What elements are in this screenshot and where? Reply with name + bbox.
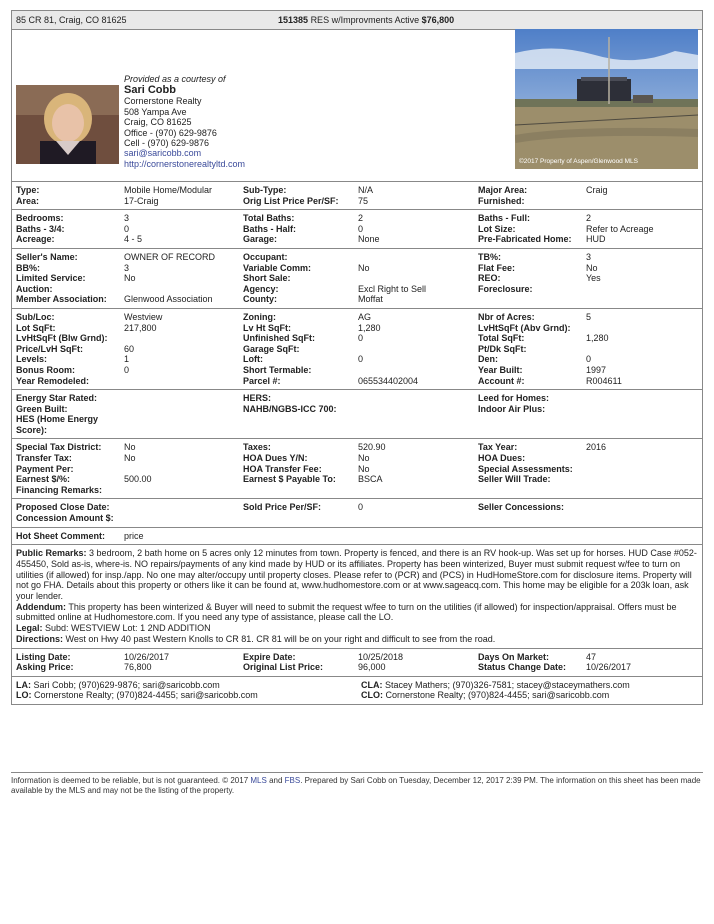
field-label: Area: [16, 195, 40, 206]
detail-section-8 [11, 528, 703, 546]
field-label: Occupant: [243, 251, 288, 262]
field-value: No [586, 262, 598, 273]
field-value: N/A [358, 185, 374, 195]
field-label: Auction: [16, 283, 53, 294]
field-label [243, 513, 358, 524]
field-value [586, 344, 700, 355]
field-value [586, 464, 700, 475]
field-value [358, 252, 478, 263]
field-value: Yes [586, 273, 601, 284]
field-value: 0 [358, 354, 364, 365]
field-value: 0 [124, 223, 130, 234]
agent-cell-phone: Cell - (970) 629-9876 [124, 138, 210, 149]
remarks-section [11, 545, 703, 648]
agent-company: Cornerstone Realty [124, 96, 202, 107]
field-value [358, 485, 478, 496]
courtesy-line: Provided as a courtesy of [124, 74, 226, 84]
field-label: Nbr of Acres: [478, 311, 535, 322]
field-label: REO: [478, 273, 501, 284]
field-label: Year Built: [478, 364, 523, 375]
mls-link[interactable]: MLS [250, 776, 267, 785]
field-label: Flat Fee: [478, 262, 516, 273]
listing-status: Active [394, 14, 420, 25]
field-label: Major Area: [478, 185, 528, 195]
field-label [243, 485, 358, 496]
field-label: Earnest $ Payable To: [243, 474, 336, 485]
field-value: Mobile Home/Modular [124, 185, 213, 195]
field-value: 1,280 [358, 322, 381, 333]
field-label: Garage: [243, 234, 278, 245]
field-label: County: [243, 294, 277, 305]
field-label: Sub/Loc: [16, 311, 55, 322]
legal: Legal: Subd: WESTVIEW Lot: 1 2ND ADDITION [16, 623, 211, 634]
field-label: Bonus Room: [16, 364, 75, 375]
field-value: Refer to Acreage [586, 223, 654, 234]
contact-row [16, 680, 698, 691]
field-label: Original List Price: [243, 662, 324, 673]
field-value: 60 [124, 343, 135, 354]
field-label [478, 294, 586, 305]
field-value: 1,280 [586, 333, 609, 344]
field-label: Tax Year: [478, 442, 518, 453]
field-value: BSCA [358, 474, 383, 485]
field-value: 3 [124, 213, 130, 224]
detail-section-7 [11, 499, 703, 527]
field-label: Furnished: [478, 195, 525, 206]
field-label: Asking Price: [16, 662, 74, 673]
field-value: AG [358, 311, 372, 322]
field-label: Proposed Close Date: [16, 502, 110, 513]
field-value [358, 425, 478, 436]
property-address: 85 CR 81, Craig, CO 81625 [16, 14, 127, 25]
contact-cell: LA: Sari Cobb; (970)629-9876; sari@saricobb.com [16, 679, 220, 690]
field-label: Baths - 3/4: [16, 223, 65, 234]
field-value: price [124, 530, 144, 541]
field-value [586, 531, 700, 542]
field-value [124, 393, 243, 404]
field-label: Short Termable: [243, 364, 312, 375]
field-value [586, 196, 700, 207]
field-value [586, 284, 700, 295]
field-value: No [358, 453, 370, 464]
field-value: 47 [586, 651, 597, 662]
field-label: NAHB/NGBS-ICC 700: [243, 403, 337, 414]
agent-city: Craig, CO 81625 [124, 117, 192, 128]
field-label: Loft: [243, 354, 263, 365]
field-value [586, 323, 700, 334]
field-label: Garage SqFt: [243, 343, 300, 354]
field-value: No [124, 273, 136, 284]
detail-section-2 [11, 210, 703, 249]
listing-summary [278, 15, 454, 26]
field-label: Seller's Name: [16, 251, 78, 262]
field-value [358, 404, 478, 415]
agent-office-phone: Office - (970) 629-9876 [124, 127, 217, 138]
field-value: OWNER OF RECORD [124, 251, 215, 262]
field-label: Energy Star Rated: [16, 393, 98, 404]
field-label: Seller Concessions: [478, 502, 565, 513]
field-value: Glenwood Association [124, 294, 213, 305]
field-label: Indoor Air Plus: [478, 403, 546, 414]
agent-portrait-image [16, 85, 119, 164]
field-label: Lot SqFt: [16, 322, 56, 333]
field-value: 3 [124, 262, 130, 273]
field-value [124, 414, 243, 425]
field-value: Craig [586, 185, 608, 195]
field-value: 10/26/2017 [586, 662, 632, 673]
contacts-section [11, 677, 703, 705]
field-value: Excl Right to Sell [358, 283, 427, 294]
field-label: Sold Price Per/SF: [243, 502, 322, 513]
field-value: 500.00 [124, 474, 152, 485]
listing-sheet [11, 10, 703, 705]
field-label: Year Remodeled: [16, 375, 90, 386]
field-value [124, 333, 243, 344]
field-label: Leed for Homes: [478, 393, 550, 404]
detail-section-6 [11, 439, 703, 499]
agent-website-link[interactable]: http://cornerstonerealtyltd.com [124, 158, 246, 169]
field-label: Pre-Fabricated Home: [478, 234, 572, 245]
detail-section-4 [11, 309, 703, 390]
field-value: No [124, 442, 136, 453]
field-value: 3 [586, 251, 592, 262]
field-value [124, 404, 243, 415]
field-label [243, 531, 358, 542]
field-value [586, 474, 700, 485]
listing-price: $76,800 [421, 14, 455, 25]
field-label: Price/LvH SqFt: [16, 343, 84, 354]
field-value: 2016 [586, 442, 607, 453]
field-label [478, 414, 586, 425]
field-value: 17-Craig [124, 195, 159, 206]
field-label: HOA Dues Y/N: [243, 453, 308, 464]
contact-cell: LO: Cornerstone Realty; (970)824-4455; sari@saricobb.com [16, 690, 258, 701]
field-value: 2 [358, 213, 364, 224]
field-value [124, 485, 243, 496]
field-value: No [124, 453, 136, 464]
field-value: R004611 [586, 375, 622, 386]
field-value [358, 365, 478, 376]
field-label: HOA Transfer Fee: [243, 463, 322, 474]
field-label: HERS: [243, 393, 272, 404]
field-value [358, 273, 478, 284]
field-value [586, 393, 700, 404]
field-value: 10/25/2018 [358, 651, 404, 662]
field-label: Type: [16, 185, 40, 195]
field-label [243, 425, 358, 436]
field-value: 217,800 [124, 322, 157, 333]
field-value [358, 393, 478, 404]
detail-section-1 [11, 182, 703, 210]
field-value: None [358, 234, 380, 245]
field-label: Total SqFt: [478, 333, 525, 344]
field-value: HUD [586, 234, 606, 245]
field-value: 1 [124, 354, 130, 365]
field-value: 75 [358, 195, 369, 206]
field-label: Transfer Tax: [16, 453, 72, 464]
field-value: 4 - 5 [124, 234, 143, 245]
field-value: 065534402004 [358, 375, 419, 386]
field-value [586, 414, 700, 425]
field-value [586, 425, 700, 436]
agent-email-link[interactable]: sari@saricobb.com [124, 148, 202, 159]
photo-copyright: ©2017 Property of Aspen/Glenwood MLS [519, 158, 638, 166]
field-label: Green Built: [16, 403, 68, 414]
field-label: Lot Size: [478, 223, 516, 234]
field-label: Concession Amount $: [16, 513, 114, 524]
field-label: Unfinished SqFt: [243, 333, 315, 344]
field-value: No [358, 262, 370, 273]
listing-header [11, 10, 703, 30]
field-label: Earnest $/%: [16, 474, 71, 485]
field-label: Levels: [16, 354, 48, 365]
agent-street: 508 Yampa Ave [124, 106, 187, 117]
field-value [124, 284, 243, 295]
field-value [586, 294, 700, 305]
field-label [478, 513, 586, 524]
field-label: Acreage: [16, 234, 55, 245]
field-label: Financing Remarks: [16, 484, 103, 495]
field-label: Status Change Date: [478, 662, 567, 673]
field-label [478, 531, 586, 542]
dates-section [11, 649, 703, 677]
field-value: 0 [358, 223, 364, 234]
field-value: Moffat [358, 294, 383, 305]
directions: Directions: West on Hwy 40 past Western Knolls to CR 81. CR 81 will be on your right and difficult to see from the road. [16, 633, 496, 644]
field-value [358, 531, 478, 542]
field-value [586, 404, 700, 415]
field-value [586, 513, 700, 524]
field-label: Score): [16, 424, 48, 435]
field-value [124, 502, 243, 513]
field-value: 76,800 [124, 662, 152, 673]
field-value [586, 485, 700, 496]
field-label: LvHtSqFt (Abv Grnd): [478, 322, 571, 333]
field-label: Agency: [243, 283, 279, 294]
field-label: Seller Will Trade: [478, 474, 551, 485]
agent-card [11, 30, 703, 182]
field-label: Orig List Price Per/SF: [243, 195, 339, 206]
field-label: Member Association: [16, 294, 107, 305]
field-label: LvHtSqFt (Blw Grnd): [16, 333, 108, 344]
field-label: Listing Date: [16, 651, 71, 662]
field-value: No [358, 463, 370, 474]
field-label: Baths - Half: [243, 223, 297, 234]
field-label: HES (Home Energy [16, 414, 99, 425]
field-label [478, 485, 586, 496]
field-label: HOA Dues: [478, 453, 526, 464]
agent-photo [16, 85, 119, 164]
field-label [243, 414, 358, 425]
field-value: 2 [586, 213, 592, 224]
field-label: Pt/Dk SqFt: [478, 343, 527, 354]
listing-category: RES w/Improvments [310, 14, 393, 25]
property-photo [515, 29, 698, 169]
field-value: 5 [586, 311, 592, 322]
field-label: Sub-Type: [243, 185, 287, 195]
field-value [124, 425, 243, 436]
field-value: 0 [586, 354, 592, 365]
field-value: Westview [124, 311, 163, 322]
fbs-link[interactable]: FBS [284, 776, 301, 785]
agent-details [124, 74, 245, 169]
field-value [586, 502, 700, 513]
field-label: Expire Date: [243, 651, 296, 662]
field-value: 0 [358, 333, 364, 344]
field-value: 10/26/2017 [124, 651, 170, 662]
field-value: 96,000 [358, 662, 386, 673]
public-remarks: Public Remarks: 3 bedroom, 2 bath home on 5 acres only 12 minutes from town. Property is fenced, and there is an RV hook-up. Was set up for horses. HUD Case #052-455450, Sold as-is, where-is. NO repairs/payments of any kind made by HUD or its affiliates. Property has been winterized, Buyer must submit request w/fee to turn on utilities (if allowed) for insp./app. No one may alter/occupy until property closes. Please refer to (PCR) and (PCS) in HudHomeStore.com for disclosure items. Property will not go FHA. Details about this property or others like it can be found at, www.hudhomestore.com or at www.sageacq.com. This home may be eligible for a 203k loan, ask your lender. [16, 548, 697, 602]
field-value: 520.90 [358, 442, 386, 453]
field-label: TB%: [478, 251, 501, 262]
field-label: Zoning: [243, 311, 276, 322]
field-value: 0 [358, 502, 364, 513]
field-label: Taxes: [243, 442, 271, 453]
contact-row [16, 690, 698, 701]
field-value: 1997 [586, 364, 607, 375]
agent-name: Sari Cobb [124, 84, 176, 97]
mls-number: 151385 [278, 14, 309, 25]
detail-section-3 [11, 249, 703, 309]
property-landscape-image [515, 29, 698, 169]
field-label: BB%: [16, 262, 40, 273]
field-label: Foreclosure: [478, 283, 533, 294]
field-label: Total Baths: [243, 213, 295, 224]
field-value [124, 464, 243, 475]
field-value [124, 376, 243, 387]
field-label: Days On Market: [478, 651, 550, 662]
field-label: Hot Sheet Comment: [16, 530, 106, 541]
contact-cell: CLO: Cornerstone Realty; (970)824-4455; sari@saricobb.com [361, 690, 610, 701]
field-label [478, 425, 586, 436]
field-label: Special Assessments: [478, 463, 573, 474]
addendum: Addendum: This property has been winterized & Buyer will need to submit the request w/fee to turn on the utilities (if allowed) for inspection/appraisal. Offers must be submitted online at Hudhomestore.com. If you need any type of assistance, please call the LO. [16, 601, 677, 623]
field-value: 0 [124, 364, 130, 375]
field-label: Parcel #: [243, 375, 281, 386]
field-label: Variable Comm: [243, 262, 312, 273]
field-value [358, 344, 478, 355]
field-value [358, 513, 478, 524]
field-value [358, 414, 478, 425]
field-label: Payment Per: [16, 463, 74, 474]
field-label: Special Tax District: [16, 442, 102, 453]
field-label: Limited Service: [16, 273, 86, 284]
field-label: Short Sale: [243, 273, 291, 284]
field-label: Bedrooms: [16, 213, 64, 224]
field-label: Baths - Full: [478, 213, 530, 224]
field-label: Lv Ht SqFt: [243, 322, 291, 333]
detail-section-5 [11, 390, 703, 439]
field-value [124, 513, 243, 524]
disclaimer: Information is deemed to be reliable, but is not guaranteed. © 2017 MLS and FBS. Prepared by Sari Cobb on Tuesday, December 12, 2017 2:39 PM. The information on this sheet has been made available by the MLS and may not be the listing of the property. [11, 772, 703, 795]
field-value [586, 453, 700, 464]
contact-cell: CLA: Stacey Mathers; (970)326-7581; stacey@staceymathers.com [361, 679, 630, 690]
field-label: Account #: [478, 375, 525, 386]
field-label: Den: [478, 354, 498, 365]
